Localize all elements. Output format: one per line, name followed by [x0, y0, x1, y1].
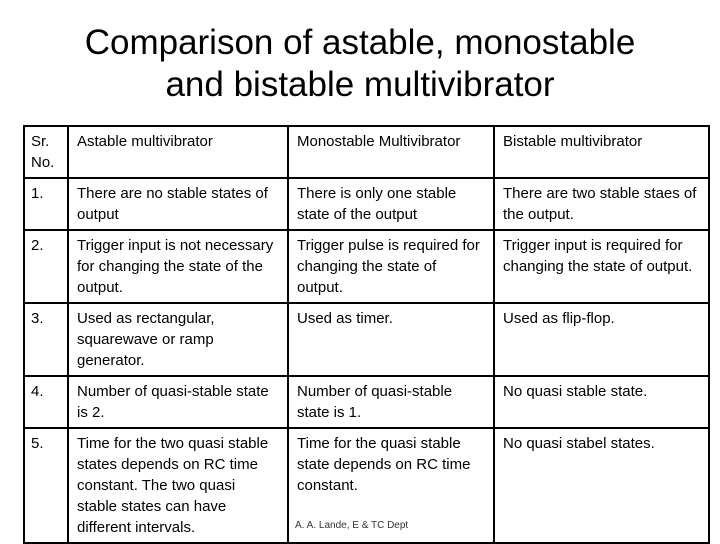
header-astable: Astable multivibrator	[68, 126, 288, 178]
row-number: 4.	[24, 376, 68, 428]
comparison-table	[23, 125, 710, 544]
bistable-cell: No quasi stabel states.	[494, 428, 709, 543]
table-row	[24, 376, 709, 428]
title-line-1: Comparison of astable, monostable	[84, 23, 636, 62]
monostable-cell-with-footer	[288, 428, 494, 543]
bistable-cell: There are two stable staes of the output.	[494, 178, 709, 230]
table-row	[24, 303, 709, 376]
title-line-2: and bistable multivibrator	[165, 65, 555, 104]
astable-cell: Time for the two quasi stable states depends on RC time constant. The two quasi stable states can have different intervals.	[68, 428, 288, 543]
bistable-cell: Used as flip-flop.	[494, 303, 709, 376]
header-sr-no: Sr. No.	[24, 126, 68, 178]
monostable-cell: There is only one stable state of the output	[288, 178, 494, 230]
astable-cell: Number of quasi-stable state is 2.	[68, 376, 288, 428]
astable-cell: There are no stable states of output	[68, 178, 288, 230]
table-row	[24, 230, 709, 303]
row-number: 3.	[24, 303, 68, 376]
slide-title	[0, 22, 720, 106]
row-number: 2.	[24, 230, 68, 303]
astable-cell: Trigger input is not necessary for changing the state of the output.	[68, 230, 288, 303]
header-monostable: Monostable Multivibrator	[288, 126, 494, 178]
bistable-cell: No quasi stable state.	[494, 376, 709, 428]
monostable-cell: Time for the quasi stable state depends on RC time constant.	[297, 435, 471, 494]
monostable-cell: Number of quasi-stable state is 1.	[288, 376, 494, 428]
header-row	[24, 126, 709, 178]
monostable-cell: Trigger pulse is required for changing the state of output.	[288, 230, 494, 303]
row-number: 1.	[24, 178, 68, 230]
bistable-cell: Trigger input is required for changing the state of output.	[494, 230, 709, 303]
footer-credit: A. A. Lande, E & TC Dept	[295, 520, 409, 531]
table-row	[24, 428, 709, 543]
header-bistable: Bistable multivibrator	[494, 126, 709, 178]
astable-cell: Used as rectangular, squarewave or ramp generator.	[68, 303, 288, 376]
table-row	[24, 178, 709, 230]
monostable-cell: Used as timer.	[288, 303, 494, 376]
row-number: 5.	[24, 428, 68, 543]
